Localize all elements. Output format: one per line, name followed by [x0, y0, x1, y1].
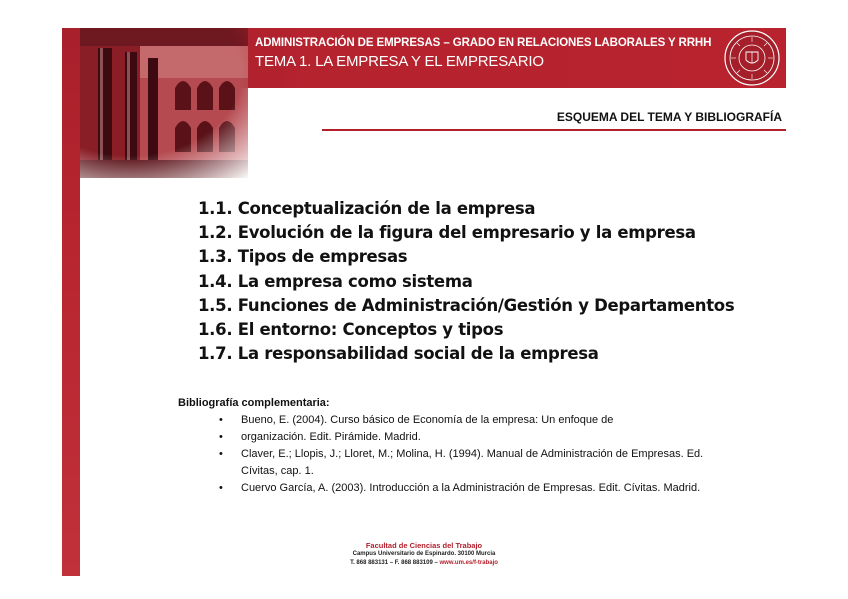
footer-faculty: Facultad de Ciencias del Trabajo [365, 541, 483, 550]
outline-item: 1.1. Conceptualización de la empresa [198, 199, 536, 218]
bibliography-text: Claver, E.; Llopis, J.; Lloret, M.; Molina, H. (1994). Manual de Administración de Empresas. Ed. Cívitas, cap. 1. [241, 448, 704, 477]
section-divider [322, 129, 786, 131]
section-title: ESQUEMA DEL TEMA Y BIBLIOGRAFÍA [556, 110, 782, 124]
outline-item: 1.5. Funciones de Administración/Gestión y Departamentos [198, 295, 735, 315]
left-red-band [62, 28, 80, 576]
bullet-icon: • [219, 431, 223, 443]
bibliography-list [219, 412, 739, 497]
university-seal-icon [724, 30, 780, 86]
outline-item: 1.7. La responsabilidad social de la empresa [198, 344, 599, 364]
outline-item: 1.6. El entorno: Conceptos y tipos [198, 320, 504, 340]
bibliography-item [219, 480, 739, 497]
bibliography-item [219, 412, 739, 429]
cloister-photo [80, 28, 248, 178]
outline-item: 1.3. Tipos de empresas [198, 247, 408, 267]
bibliography-text: Cuervo García, A. (2003). Introducción a la Administración de Empresas. Edit. Cívitas. Madrid. [241, 482, 701, 494]
bullet-icon: • [219, 448, 223, 460]
topic-title: TEMA 1. LA EMPRESA Y EL EMPRESARIO [255, 53, 544, 70]
bibliography-item [219, 429, 739, 446]
footer-phone: T. 868 883131 – F. 868 883109 – [350, 560, 440, 566]
degree-title: ADMINISTRACIÓN DE EMPRESAS – GRADO EN RELACIONES LABORALES Y RRHH [255, 37, 712, 49]
footer-address: Campus Universitario de Espinardo. 30100 Murcia [352, 551, 496, 557]
footer-web-link[interactable]: www.um.es/f-trabajo [439, 560, 498, 566]
topic-outline [198, 197, 734, 366]
outline-item: 1.2. Evolución de la figura del empresario y la empresa [198, 223, 696, 243]
bibliography-item [219, 446, 739, 480]
footer-contact [0, 560, 848, 566]
bibliography-text: organización. Edit. Pirámide. Madrid. [241, 431, 421, 443]
bibliography-text: Bueno, E. (2004). Curso básico de Economía de la empresa: Un enfoque de [241, 414, 614, 426]
bibliography-heading: Bibliografía complementaria: [178, 397, 330, 409]
bullet-icon: • [219, 482, 223, 494]
bullet-icon: • [219, 414, 223, 426]
outline-item: 1.4. La empresa como sistema [198, 271, 473, 291]
